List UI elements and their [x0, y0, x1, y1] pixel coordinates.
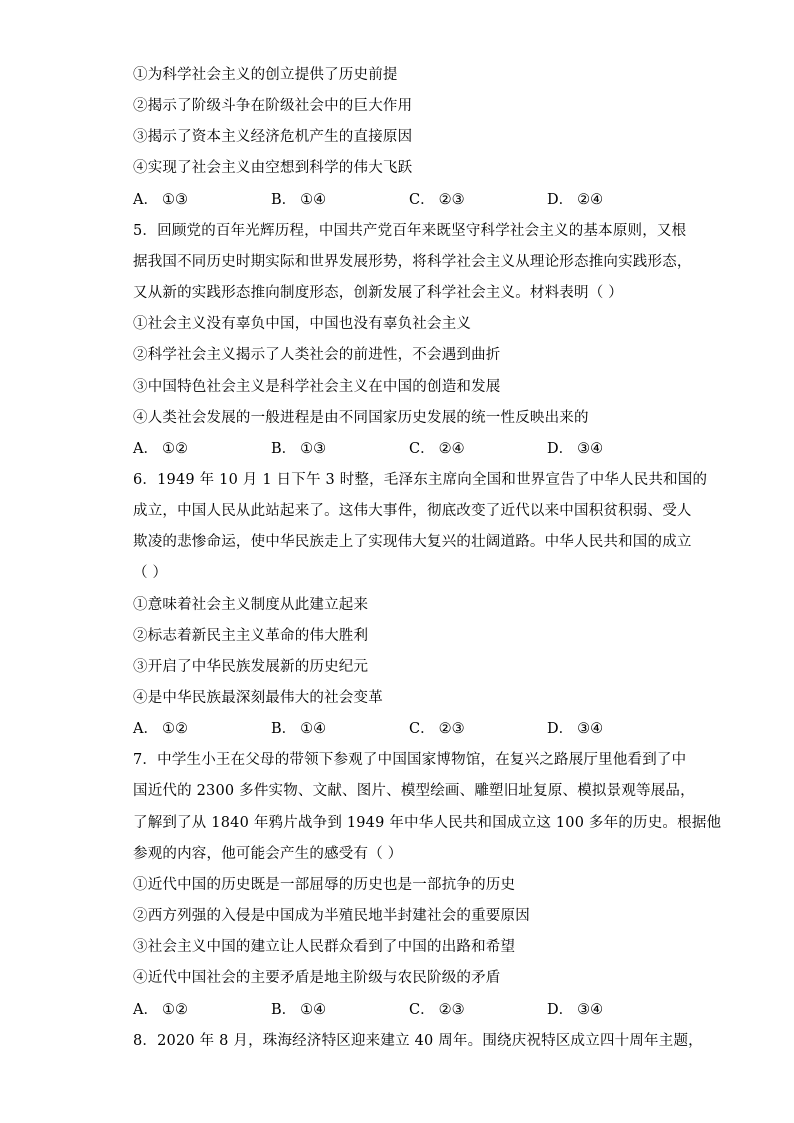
text-line: 欺凌的悲惨命运，使中华民族走上了实现伟大复兴的壮阔道路。中华人民共和国的成立	[133, 534, 692, 550]
option-value: ②③	[438, 192, 465, 208]
text-line: 8．2020 年 8 月，珠海经济特区迎来建立 40 周年。围绕庆祝特区成立四十周年主题，	[133, 1033, 703, 1049]
option-value: ①④	[300, 1002, 327, 1018]
text-line: ①近代中国的历史既是一部屈辱的历史也是一部抗争的历史	[133, 877, 516, 893]
answer-option[interactable]	[271, 439, 326, 459]
answer-option[interactable]	[271, 190, 326, 210]
option-letter: C．	[409, 441, 435, 457]
text-line: ③揭示了资本主义经济危机产生的直接原因	[133, 129, 413, 145]
option-letter: D．	[547, 721, 574, 737]
text-line: ②标志着新民主主义革命的伟大胜利	[133, 628, 369, 644]
text-line: 据我国不同历史时期实际和世界发展形势，将科学社会主义从理论形态推向实践形态，	[133, 254, 692, 270]
answer-option[interactable]	[133, 719, 188, 739]
option-value: ①④	[300, 192, 327, 208]
text-line: ①为科学社会主义的创立提供了历史前提	[133, 67, 398, 83]
text-line: （ ）	[133, 565, 168, 581]
text-line: ④近代中国社会的主要矛盾是地主阶级与农民阶级的矛盾	[133, 970, 501, 986]
option-letter: A．	[133, 441, 158, 457]
option-letter: B．	[271, 441, 297, 457]
text-line: ②西方列强的入侵是中国成为半殖民地半封建社会的重要原因	[133, 908, 530, 924]
text-line: ④人类社会发展的一般进程是由不同国家历史发展的统一性反映出来的	[133, 410, 589, 426]
text-line: ③中国特色社会主义是科学社会主义在中国的创造和发展	[133, 379, 501, 395]
text-line: ①社会主义没有辜负中国，中国也没有辜负社会主义	[133, 316, 472, 332]
answer-option[interactable]	[133, 190, 188, 210]
answer-option[interactable]	[271, 1000, 326, 1020]
option-value: ③④	[577, 1002, 604, 1018]
text-line: ②揭示了阶级斗争在阶级社会中的巨大作用	[133, 98, 413, 114]
answer-option[interactable]	[409, 190, 465, 210]
option-letter: B．	[271, 721, 297, 737]
option-letter: A．	[133, 192, 158, 208]
option-letter: B．	[271, 1002, 297, 1018]
option-value: ①②	[161, 721, 188, 737]
answer-option[interactable]	[547, 190, 603, 210]
option-value: ①③	[300, 441, 327, 457]
text-line: 6．1949 年 10 月 1 日下午 3 时整，毛泽东主席向全国和世界宣告了中华人民共和国的	[133, 472, 708, 488]
option-letter: D．	[547, 192, 574, 208]
text-line: 参观的内容，他可能会产生的感受有（ ）	[133, 846, 403, 862]
option-letter: D．	[547, 441, 574, 457]
text-line: ③社会主义中国的建立让人民群众看到了中国的出路和希望	[133, 939, 516, 955]
option-letter: D．	[547, 1002, 574, 1018]
answer-option[interactable]	[133, 439, 188, 459]
option-value: ①②	[161, 441, 188, 457]
answer-option[interactable]	[409, 1000, 465, 1020]
text-line: ①意味着社会主义制度从此建立起来	[133, 597, 369, 613]
option-value: ①②	[161, 1002, 188, 1018]
text-line: ④实现了社会主义由空想到科学的伟大飞跃	[133, 160, 413, 176]
text-line: 又从新的实践形态推向制度形态，创新发展了科学社会主义。材料表明（ ）	[133, 285, 623, 301]
option-letter: B．	[271, 192, 297, 208]
option-value: ②③	[438, 1002, 465, 1018]
answer-option[interactable]	[547, 1000, 603, 1020]
text-line: 7．中学生小王在父母的带领下参观了中国国家博物馆，在复兴之路展厅里他看到了中	[133, 752, 687, 768]
option-value: ②③	[438, 721, 465, 737]
answer-option[interactable]	[547, 439, 603, 459]
option-letter: C．	[409, 1002, 435, 1018]
option-value: ②④	[577, 192, 604, 208]
answer-option[interactable]	[547, 719, 603, 739]
option-letter: C．	[409, 192, 435, 208]
answer-option[interactable]	[271, 719, 326, 739]
option-letter: A．	[133, 721, 158, 737]
option-value: ①④	[300, 721, 327, 737]
answer-option[interactable]	[409, 719, 465, 739]
text-line: 成立，中国人民从此站起来了。这伟大事件，彻底改变了近代以来中国积贫积弱、受人	[133, 503, 692, 519]
option-value: ③④	[577, 441, 604, 457]
text-line: 国近代的 2300 多件实物、文献、图片、模型绘画、雕塑旧址复原、模拟景观等展品，	[133, 783, 695, 799]
option-letter: A．	[133, 1002, 158, 1018]
option-letter: C．	[409, 721, 435, 737]
text-line: ③开启了中华民族发展新的历史纪元	[133, 659, 369, 675]
option-value: ②④	[438, 441, 465, 457]
text-line: 5．回顾党的百年光辉历程，中国共产党百年来既坚守科学社会主义的基本原则，又根	[133, 223, 687, 239]
text-line: ④是中华民族最深刻最伟大的社会变革	[133, 690, 383, 706]
text-line: ②科学社会主义揭示了人类社会的前进性，不会遇到曲折	[133, 347, 501, 363]
answer-option[interactable]	[133, 1000, 188, 1020]
option-value: ①③	[161, 192, 188, 208]
answer-option[interactable]	[409, 439, 465, 459]
option-value: ③④	[577, 721, 604, 737]
text-line: 了解到了从 1840 年鸦片战争到 1949 年中华人民共和国成立这 100 多年的历史。根据他	[133, 815, 722, 831]
